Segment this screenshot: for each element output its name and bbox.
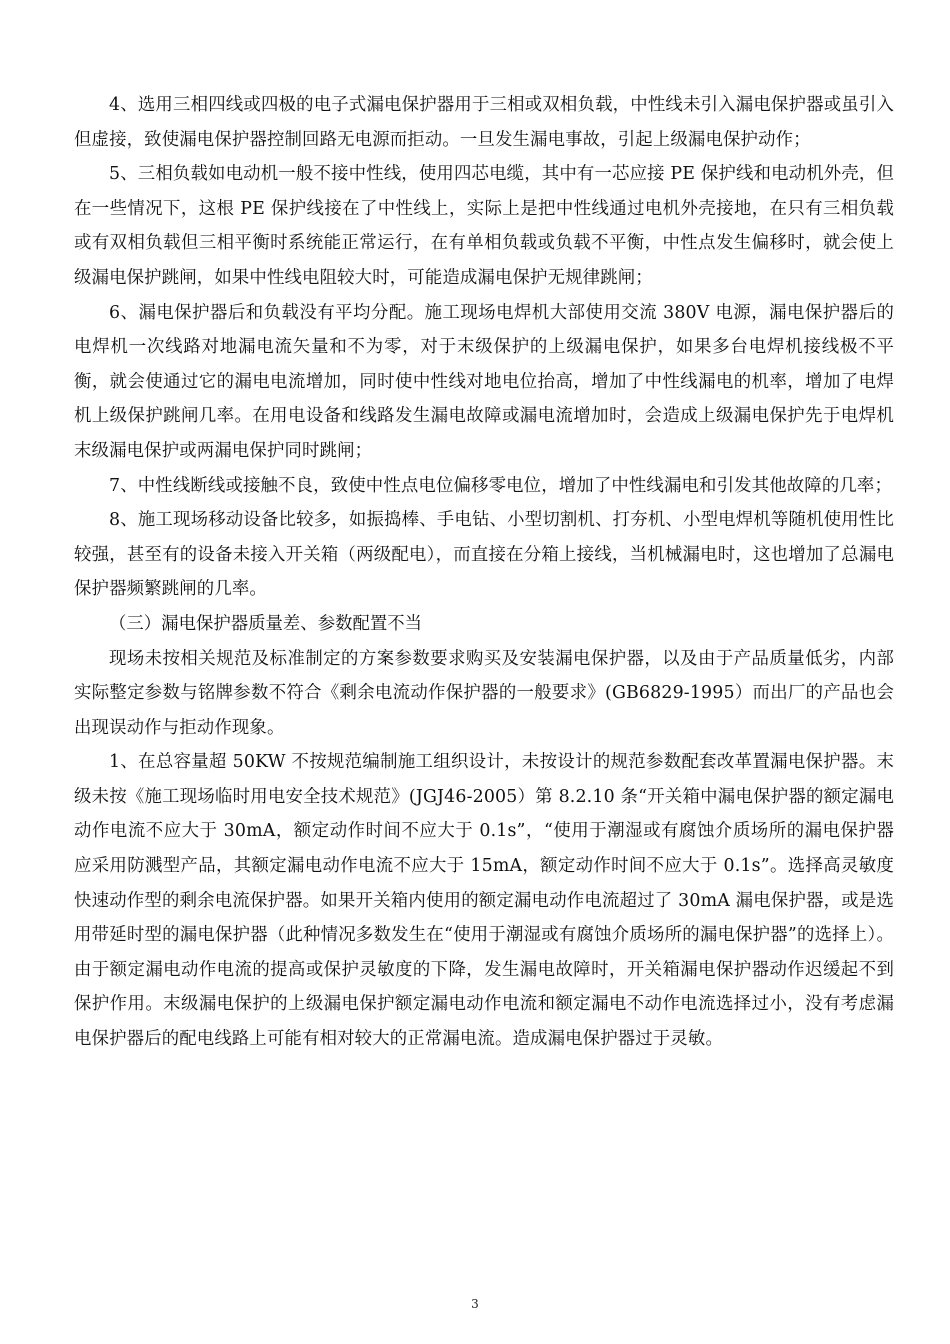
paragraph-item-8: 8、施工现场移动设备比较多，如振捣棒、手电钻、小型切割机、打夯机、小型电焊机等随机使用性比较强，甚至有的设备未接入开关箱（两级配电），而直接在分箱上接线，当机械漏电时，这也增加了总漏电保护器频繁跳闸的几率。: [74, 510, 894, 600]
page-number: 3: [471, 1297, 479, 1311]
paragraph-item-1: 1、在总容量超 50KW 不按规范编制施工组织设计，未按设计的规范参数配套改革置漏电保护器。末级未按《施工现场临时用电安全技术规范》(JGJ46-2005）第 8.2.10 条“开关箱中漏电保护器的额定漏电动作电流不应大于 30mA，额定动作时间不应大于 0.1s”，“使用于潮湿或有腐蚀介质场所的漏电保护器应采用防溅型产品，其额定漏电动作电流不应大于 15mA，额定动作时间不应大于 0.1s”。选择高灵敏度快速动作型的剩余电流保护器。如果开关箱内使用的额定漏电动作电流超过了 30mA 漏电保护器，或是选用带延时型的漏电保护器（此种情况多数发生在“使用于潮湿或有腐蚀介质场所的漏电保护器”的选择上）。由于额定漏电动作电流的提高或保护灵敏度的下降，发生漏电故障时，开关箱漏电保护器动作迟缓起不到保护作用。末级漏电保护的上级漏电保护额定漏电动作电流和额定漏电不动作电流选择过小，没有考虑漏电保护器后的配电线路上可能有相对较大的正常漏电流。造成漏电保护器过于灵敏。: [74, 752, 894, 1050]
paragraph-item-7: 7、中性线断线或接触不良，致使中性点电位偏移零电位，增加了中性线漏电和引发其他故障的几率；: [109, 475, 893, 496]
paragraph-item-4: 4、选用三相四线或四极的电子式漏电保护器用于三相或双相负载，中性线未引入漏电保护器或虽引入但虚接，致使漏电保护器控制回路无电源而拒动。一旦发生漏电事故，引起上级漏电保护动作；: [74, 95, 894, 150]
document-body: [74, 88, 894, 1057]
paragraph-item-6: 6、漏电保护器后和负载没有平均分配。施工现场电焊机大部使用交流 380V 电源，漏电保护器后的电焊机一次线路对地漏电流矢量和不为零，对于末级保护的上级漏电保护，如果多台电焊机接线极不平衡，就会使通过它的漏电电流增加，同时使中性线对地电位抬高，增加了中性线漏电的机率，增加了电焊机上级保护跳闸几率。在用电设备和线路发生漏电故障或漏电流增加时，会造成上级漏电保护先于电焊机末级漏电保护或两漏电保护同时跳闸；: [74, 302, 894, 461]
paragraph-intro: 现场未按相关规范及标准制定的方案参数要求购买及安装漏电保护器，以及由于产品质量低劣，内部实际整定参数与铭牌参数不符合《剩余电流动作保护器的一般要求》(GB6829-1995）而出厂的产品也会出现误动作与拒动作现象。: [74, 648, 894, 738]
section-heading: （三）漏电保护器质量差、参数配置不当: [109, 613, 423, 634]
paragraph-item-5: 5、三相负载如电动机一般不接中性线，使用四芯电缆，其中有一芯应接 PE 保护线和电动机外壳，但在一些情况下，这根 PE 保护线接在了中性线上，实际上是把中性线通过电机外壳接地，在只有三相负载或有双相负载但三相平衡时系统能正常运行，在有单相负载或负载不平衡，中性点发生偏移时，就会使上级漏电保护跳闸，如果中性线电阻较大时，可能造成漏电保护无规律跳闸；: [74, 164, 894, 288]
